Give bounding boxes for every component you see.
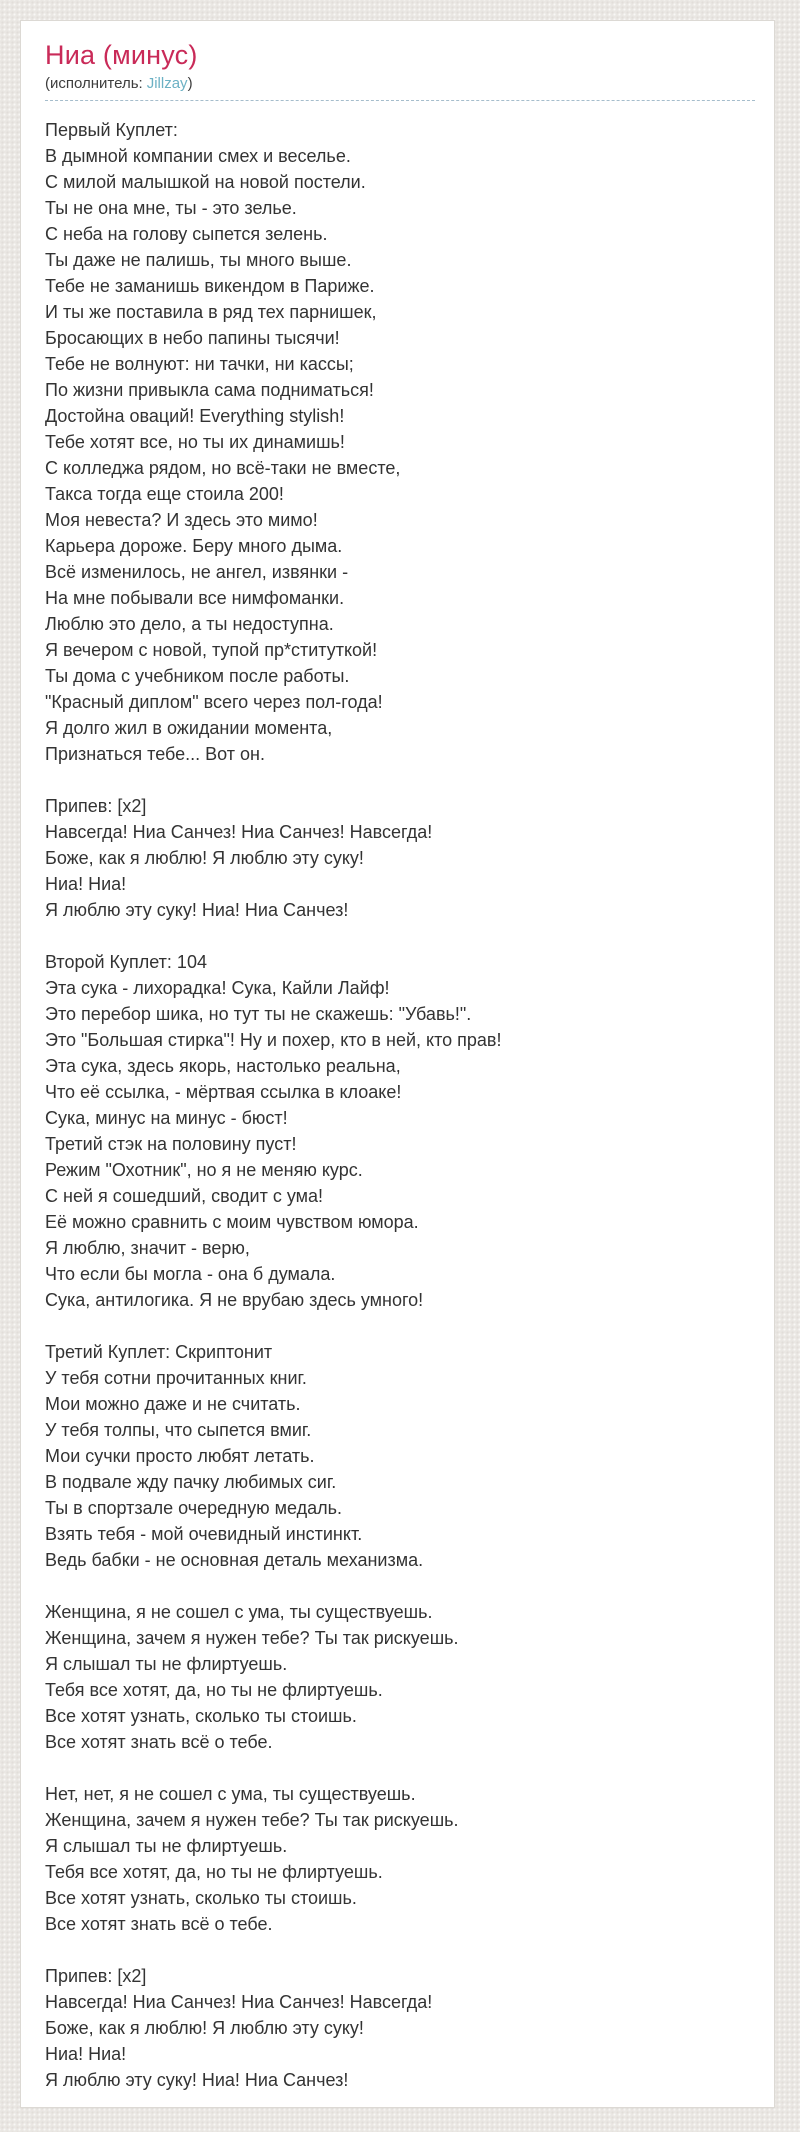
lyrics-line: Бросающих в небо папины тысячи! bbox=[45, 328, 340, 348]
lyrics-line: Что если бы могла - она б думала. bbox=[45, 1264, 336, 1284]
lyrics-blank-line bbox=[45, 1937, 755, 1963]
lyrics-line: Я слышал ты не флиртуешь. bbox=[45, 1654, 288, 1674]
lyrics-blank-line bbox=[45, 1573, 755, 1599]
lyrics-card bbox=[20, 20, 775, 2108]
lyrics-line: Припев: [x2] bbox=[45, 796, 147, 816]
lyrics-line: Сука, минус на минус - бюст! bbox=[45, 1108, 288, 1128]
lyrics-line: Ты не она мне, ты - это зелье. bbox=[45, 198, 297, 218]
lyrics-line: Я слышал ты не флиртуешь. bbox=[45, 1836, 288, 1856]
artist-label: (исполнитель: bbox=[45, 75, 143, 92]
lyrics-line: Третий Куплет: Скриптонит bbox=[45, 1342, 273, 1362]
lyrics-line: Все хотят знать всё о тебе. bbox=[45, 1914, 273, 1934]
lyrics-line: Эта сука - лихорадка! Сука, Кайли Лайф! bbox=[45, 978, 390, 998]
lyrics-blank-line bbox=[45, 767, 755, 793]
lyrics-line: "Красный диплом" всего через пол-года! bbox=[45, 692, 383, 712]
lyrics-line: Достойна оваций! Everything stylish! bbox=[45, 406, 345, 426]
lyrics-line: Ты в спортзале очередную медаль. bbox=[45, 1498, 343, 1518]
lyrics-line: Женщина, зачем я нужен тебе? Ты так рискуешь. bbox=[45, 1628, 459, 1648]
lyrics-line: Мои можно даже и не считать. bbox=[45, 1394, 301, 1414]
lyrics-line: Ты даже не палишь, ты много выше. bbox=[45, 250, 352, 270]
lyrics-line: Что её ссылка, - мёртвая ссылка в клоаке! bbox=[45, 1082, 402, 1102]
card-content bbox=[21, 21, 774, 2093]
lyrics-blank-line bbox=[45, 1755, 755, 1781]
lyrics-line: В подвале жду пачку любимых сиг. bbox=[45, 1472, 337, 1492]
lyrics-line: С милой малышкой на новой постели. bbox=[45, 172, 366, 192]
lyrics-line: Мои сучки просто любят летать. bbox=[45, 1446, 315, 1466]
lyrics-line: Боже, как я люблю! Я люблю эту суку! bbox=[45, 2018, 364, 2038]
lyrics-line: Ты дома с учебником после работы. bbox=[45, 666, 350, 686]
lyrics-line: Это "Большая стирка"! Ну и похер, кто в ней, кто прав! bbox=[45, 1030, 502, 1050]
artist-label-suffix: ) bbox=[187, 75, 193, 92]
lyrics-line: Я люблю, значит - верю, bbox=[45, 1238, 250, 1258]
lyrics-line: Припев: [x2] bbox=[45, 1966, 147, 1986]
lyrics-line: Признаться тебе... Вот он. bbox=[45, 744, 265, 764]
lyrics-line: Первый Куплет: bbox=[45, 120, 178, 140]
lyrics-line: Женщина, зачем я нужен тебе? Ты так рискуешь. bbox=[45, 1810, 459, 1830]
lyrics-line: Люблю это дело, а ты недоступна. bbox=[45, 614, 334, 634]
lyrics-line: Тебе хотят все, но ты их динамишь! bbox=[45, 432, 345, 452]
artist-link[interactable]: Jillzay bbox=[146, 75, 188, 92]
lyrics-line: В дымной компании смех и веселье. bbox=[45, 146, 351, 166]
lyrics-line: Навсегда! Ниа Санчез! Ниа Санчез! Навсегда! bbox=[45, 1992, 433, 2012]
artist-line bbox=[45, 73, 755, 94]
lyrics-line: Взять тебя - мой очевидный инстинкт. bbox=[45, 1524, 363, 1544]
lyrics-line: Эта сука, здесь якорь, настолько реальна, bbox=[45, 1056, 401, 1076]
lyrics-line: С неба на голову сыпется зелень. bbox=[45, 224, 328, 244]
lyrics-line: Её можно сравнить с моим чувством юмора. bbox=[45, 1212, 419, 1232]
lyrics-line: Это перебор шика, но тут ты не скажешь: "Убавь!". bbox=[45, 1004, 472, 1024]
lyrics-line: У тебя сотни прочитанных книг. bbox=[45, 1368, 307, 1388]
lyrics-line: Режим "Охотник", но я не меняю курс. bbox=[45, 1160, 363, 1180]
lyrics-blank-line bbox=[45, 1313, 755, 1339]
lyrics-line: Тебя все хотят, да, но ты не флиртуешь. bbox=[45, 1862, 383, 1882]
lyrics-line: У тебя толпы, что сыпется вмиг. bbox=[45, 1420, 312, 1440]
lyrics-blank-line bbox=[45, 923, 755, 949]
lyrics-line: Женщина, я не сошел с ума, ты существуешь. bbox=[45, 1602, 433, 1622]
lyrics-line: Все хотят узнать, сколько ты стоишь. bbox=[45, 1706, 357, 1726]
lyrics-line: Нет, нет, я не сошел с ума, ты существуешь. bbox=[45, 1784, 416, 1804]
lyrics-line: Боже, как я люблю! Я люблю эту суку! bbox=[45, 848, 364, 868]
lyrics-line: Ниа! Ниа! bbox=[45, 874, 127, 894]
lyrics-line: И ты же поставила в ряд тех парнишек, bbox=[45, 302, 377, 322]
lyrics-line: Я люблю эту суку! Ниа! Ниа Санчез! bbox=[45, 2070, 349, 2090]
lyrics-line: Навсегда! Ниа Санчез! Ниа Санчез! Навсегда! bbox=[45, 822, 433, 842]
lyrics-line: На мне побывали все нимфоманки. bbox=[45, 588, 345, 608]
lyrics-line: Такса тогда еще стоила 200! bbox=[45, 484, 284, 504]
lyrics-line: По жизни привыкла сама подниматься! bbox=[45, 380, 374, 400]
lyrics-line: С ней я сошедший, сводит с ума! bbox=[45, 1186, 324, 1206]
lyrics-line: Все хотят знать всё о тебе. bbox=[45, 1732, 273, 1752]
lyrics-line: Третий стэк на половину пуст! bbox=[45, 1134, 297, 1154]
lyrics-line: Ниа! Ниа! bbox=[45, 2044, 127, 2064]
lyrics-line: Все хотят узнать, сколько ты стоишь. bbox=[45, 1888, 357, 1908]
lyrics-line: Я долго жил в ожидании момента, bbox=[45, 718, 333, 738]
lyrics-line: Второй Куплет: 104 bbox=[45, 952, 207, 972]
lyrics-line: Тебе не заманишь викендом в Париже. bbox=[45, 276, 375, 296]
lyrics-line: Я вечером с новой, тупой пр*ституткой! bbox=[45, 640, 378, 660]
lyrics-line: Сука, антилогика. Я не врубаю здесь умного! bbox=[45, 1290, 424, 1310]
lyrics-line: Всё изменилось, не ангел, извянки - bbox=[45, 562, 349, 582]
lyrics-text bbox=[45, 117, 755, 2093]
lyrics-line: Карьера дороже. Беру много дыма. bbox=[45, 536, 343, 556]
lyrics-line: Ведь бабки - не основная деталь механизма. bbox=[45, 1550, 424, 1570]
lyrics-line: Тебе не волнуют: ни тачки, ни кассы; bbox=[45, 354, 354, 374]
lyrics-line: Тебя все хотят, да, но ты не флиртуешь. bbox=[45, 1680, 383, 1700]
lyrics-line: Я люблю эту суку! Ниа! Ниа Санчез! bbox=[45, 900, 349, 920]
song-title: Ниа (минус) bbox=[45, 40, 198, 70]
lyrics-line: Моя невеста? И здесь это мимо! bbox=[45, 510, 318, 530]
lyrics-line: С колледжа рядом, но всё-таки не вместе, bbox=[45, 458, 401, 478]
dotted-separator bbox=[45, 100, 755, 101]
